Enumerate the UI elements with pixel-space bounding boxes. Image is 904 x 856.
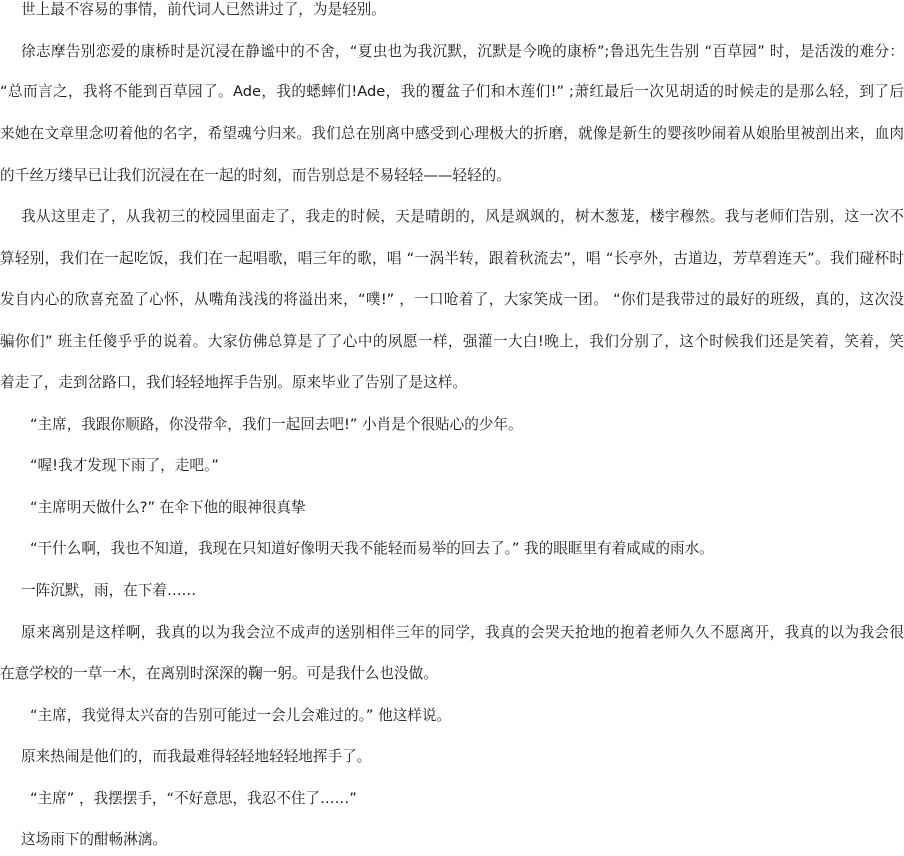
text-line: “主席，我跟你顺路，你没带伞，我们一起回去吧!” 小肖是个很贴心的少年。	[30, 416, 523, 433]
text-line: “喔!我才发现下雨了，走吧。”	[30, 457, 219, 474]
text-line: “总而言之，我将不能到百草园了。Ade，我的蟋蟀们!Ade，我的覆盆子们和木莲们!” ;萧红最后一次见胡适的时候走的是那么轻，到了后	[0, 83, 904, 100]
text-line: 这场雨下的酣畅淋漓。	[21, 831, 167, 848]
text-line: 徐志摩告别恋爱的康桥时是沉浸在静谧中的不舍，“夏虫也为我沉默，沉默是今晚的康桥”;鲁迅先生告别 “百草园” 时，是活泼的难分：	[21, 43, 904, 60]
text-line: 骗你们” 班主任傻乎乎的说着。大家仿佛总算是了了心中的夙愿一样，强灌一大白!晚上，我们分别了，这个时候我们还是笑着，笑着，笑	[0, 333, 904, 350]
text-line: 来她在文章里念叨着他的名字，希望魂兮归来。我们总在别离中感受到心理极大的折磨，就像是新生的婴孩吵闹着从娘胎里被剖出来，血肉	[0, 125, 904, 142]
text-line: 世上最不容易的事情，前代词人已然讲过了，为是轻别。	[21, 1, 386, 18]
text-line: 算轻别，我们在一起吃饭，我们在一起唱歌，唱三年的歌，唱 “一涡半转，跟着秋流去”，唱 “长亭外，古道边，芳草碧连天”。我们碰杯时	[0, 250, 904, 267]
text-line: 我从这里走了，从我初三的校园里面走了，我走的时候，天是晴朗的，风是飒飒的，树木葱茏，楼宇穆然。我与老师们告别，这一次不	[21, 208, 904, 225]
text-line: “主席明天做什么?” 在伞下他的眼神很真挚	[30, 499, 306, 516]
text-line: 在意学校的一草一木，在离别时深深的鞠一躬。可是我什么也没做。	[0, 665, 438, 682]
text-line: 原来热闹是他们的，而我最难得轻轻地轻轻地挥手了。	[21, 748, 372, 765]
text-line: 一阵沉默，雨，在下着……	[21, 582, 197, 599]
text-line: “主席，我觉得太兴奋的告别可能过一会儿会难过的。” 他这样说。	[30, 707, 452, 724]
text-line: “干什么啊，我也不知道，我现在只知道好像明天我不能轻而易举的回去了。” 我的眼眶里有着咸咸的雨水。	[30, 540, 714, 557]
text-line: 的千丝万缕早已让我们沉浸在在一起的时刻，而告别总是不易轻轻——轻轻的。	[0, 167, 511, 184]
text-line: “主席” ，我摆摆手，“不好意思，我忍不住了……”	[30, 790, 357, 807]
text-line: 原来离别是这样啊，我真的以为我会泣不成声的送别相伴三年的同学，我真的会哭天抢地的抱着老师久久不愿离开，我真的以为我会很	[21, 624, 904, 641]
text-line: 着走了，走到岔路口，我们轻轻地挥手告别。原来毕业了告别了是这样。	[0, 374, 468, 391]
text-line: 发自内心的欣喜充盈了心怀，从嘴角浅浅的将溢出来，“噗!” ，一口呛着了，大家笑成一团。 “你们是我带过的最好的班级，真的，这次没	[0, 291, 904, 308]
